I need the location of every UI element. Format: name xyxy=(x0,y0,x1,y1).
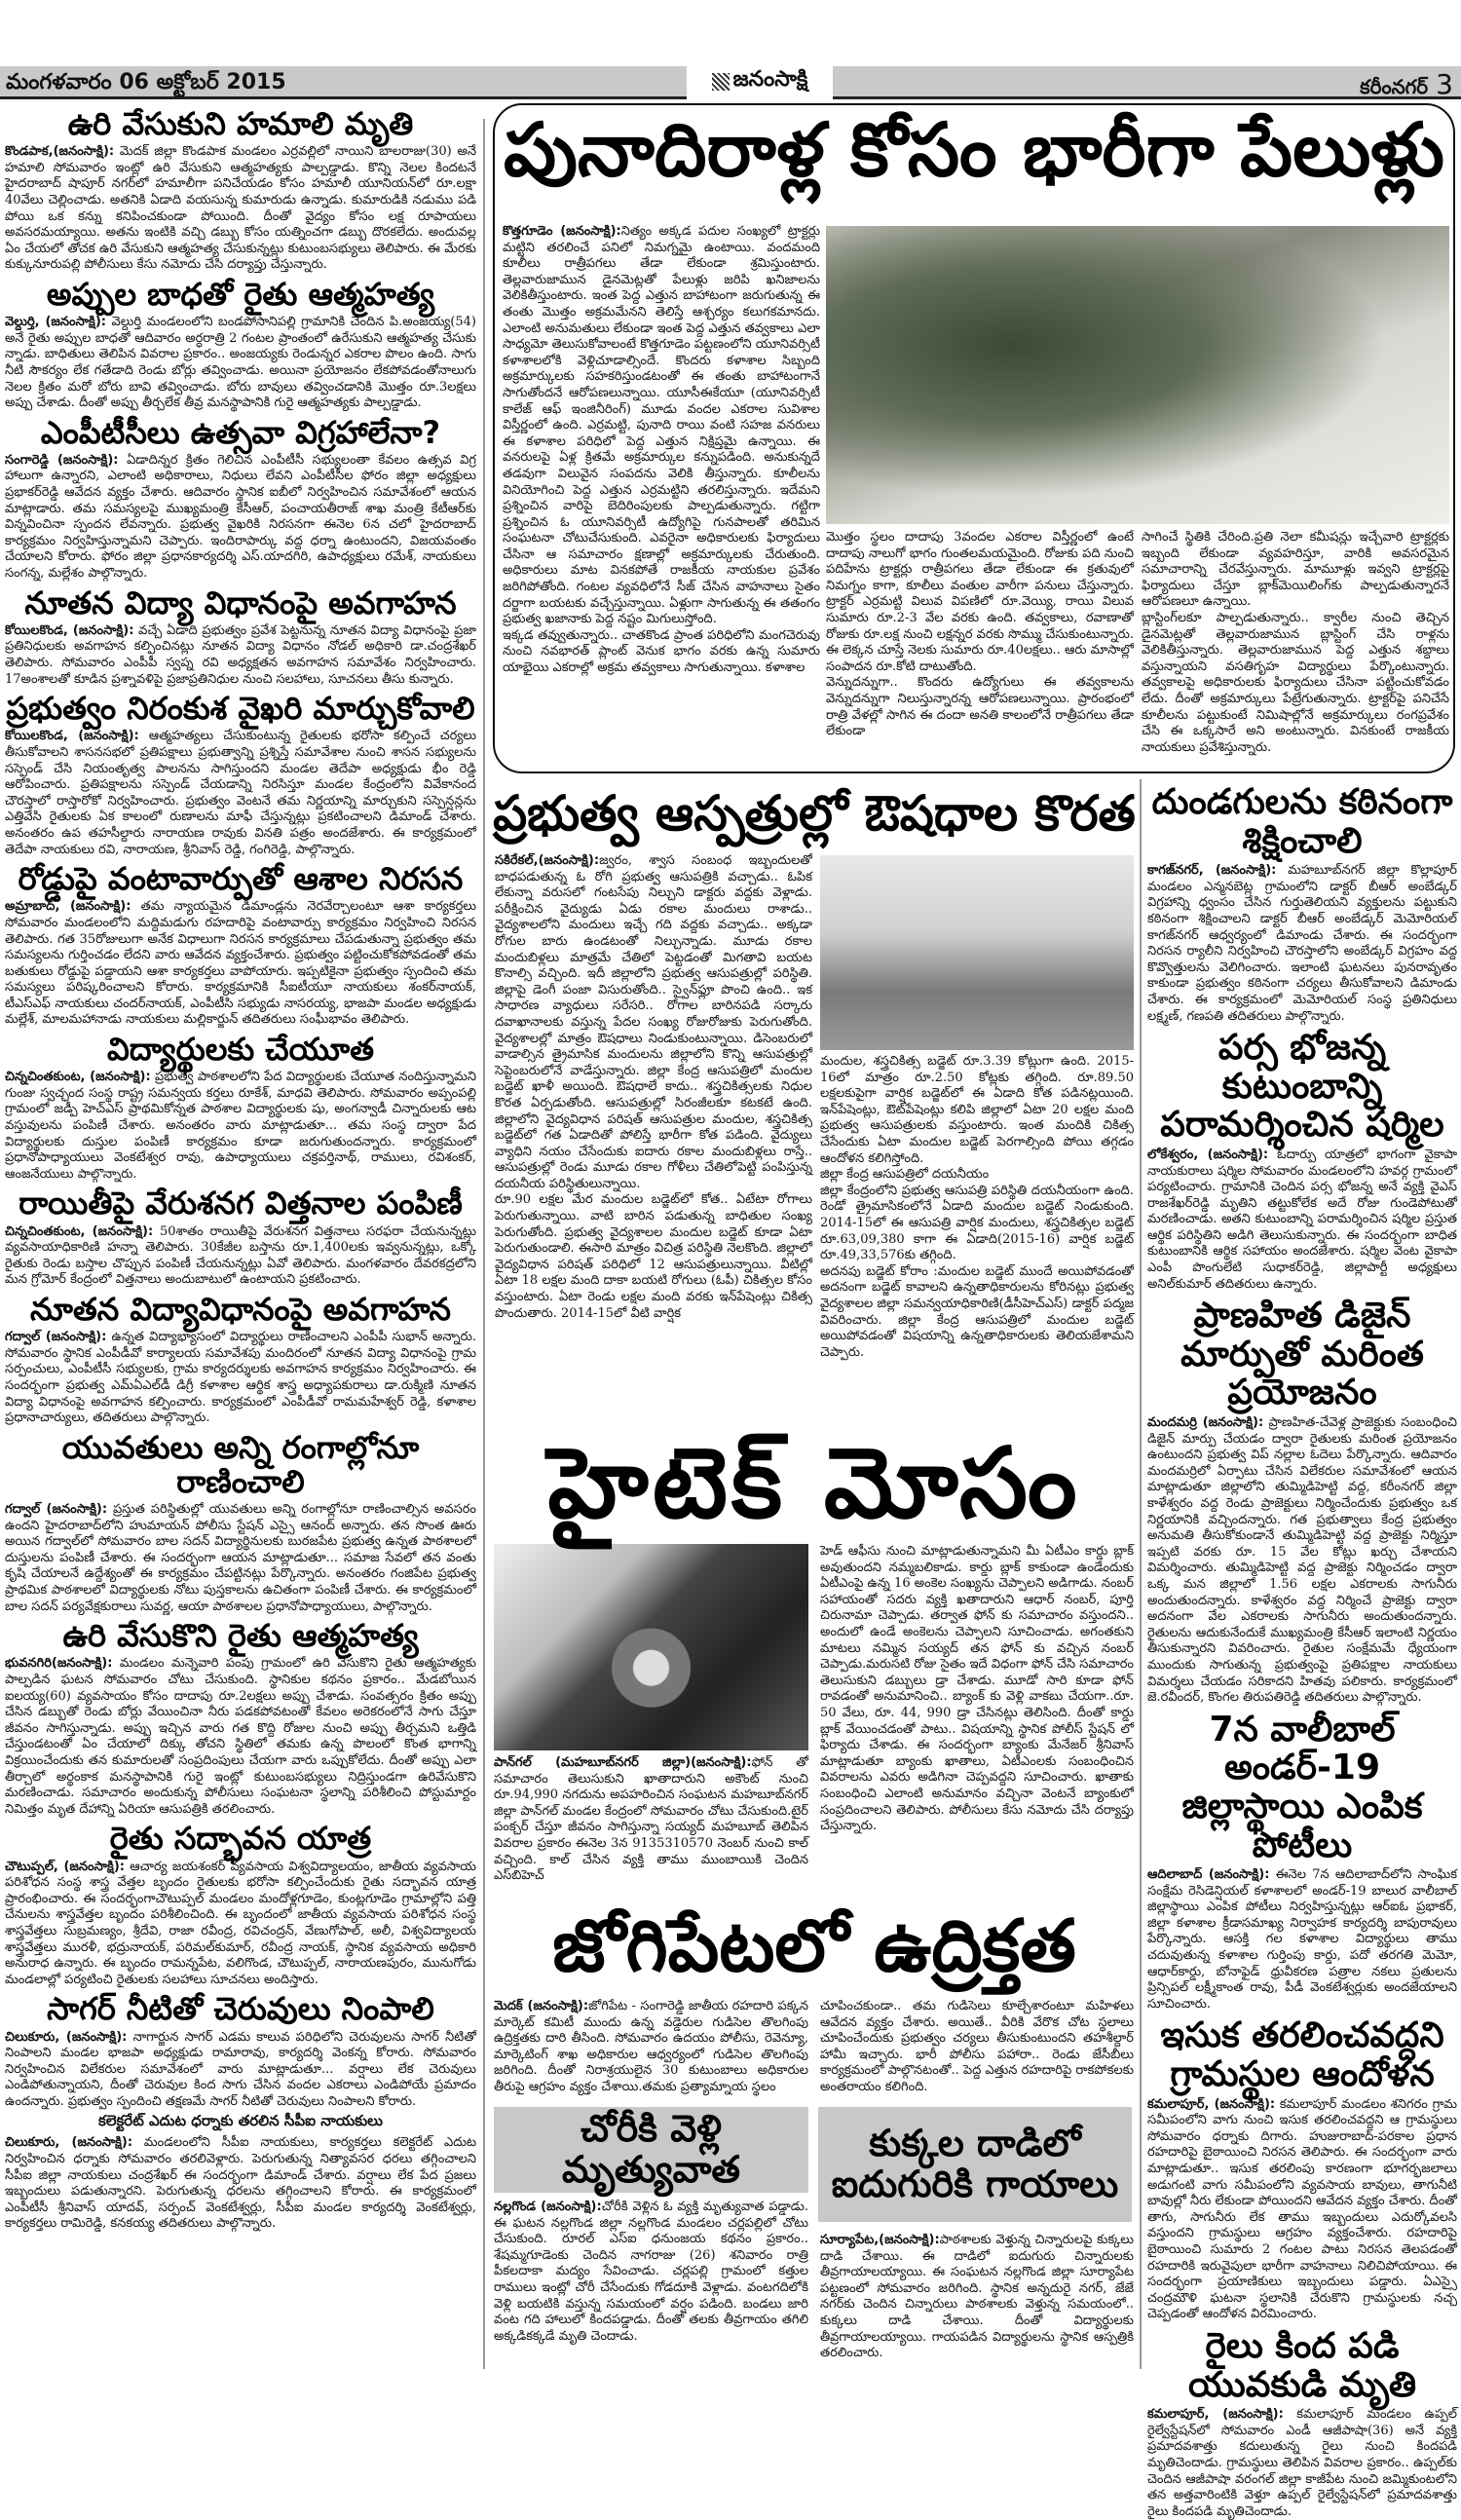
article-text: మెదక్ జిల్లా కొండపాక మండలం ఎర్రవల్లిలో నాయిని బాలరాజు(30) అనే హమాలి సోమవారం ఇంట్లో ఉరి వేసుకుని ఆత్మహత్యకు పాల్పడ్డాడు. కొన్ని నెలల కిందటనే హైదరాబాద్ షాపూర్ నగర్‌లో హమాలీగా పనిచేయడం కోసం హమాలీ యూనియన్‌లో రూ.లక్షా 40వేలు చెల్లించాడు. అతనికి ఏడాది వయసున్న కుమారుడు ఉన్నాడు. కుమారుడికి నడుము పడి పోయి ఒక కన్ను కనిపించకుండా పోయింది. దీంతో వైద్యం కోసం లక్ష రూపాయలు అవసరమయ్యాయి. అతను ఇంటికి వచ్చి డబ్బు కోసం యత్నించగా డబ్బు దొరకలేదు. అందువల్ల ఏం చేయలో తోచక ఉరి వేసుకుని ఆత్మహత్య చేసుకున్నట్లు కుటుంబసభ్యులు తెలిపారు. ఈ మేరకు కుక్కునూరుపల్లి పోలీసులు కేసు నమోదు చేసి దర్యాప్తు చేస్తున్నారు. xyxy=(5,144,476,273)
dateline: నల్లగొండ (జనంసాక్షి): xyxy=(494,2200,602,2214)
article-text: ప్రభుత్వ పాఠశాలలోని పేద విద్యార్థులకు చేయూత నందిస్తున్నామని గుంజు స్వచ్ఛంద సంస్థ రాష్ట్ర సమన్వయ కర్తలు రూకేశ్, మాధవి తెలిపారు. సోమవారం అప్పంపల్లి గ్రామంలో జడ్పీ హెచ్‌ఎస్ ప్రాథమికోన్నత పాఠశాల విద్యార్థులకు షు, అంగన్వాడీ చిన్నారులకు ఆట వస్తువులను పంపిణీ చేశారు. అనంతరం వారు మాట్లాడుతూ... తమ సంస్థ ద్వారా పేద విద్యార్థులకు దుస్తుల పంపిణీ కార్యక్రమం కూడా జరుగుతుందన్నారు. కార్యక్రమంలో ప్రధానోపాధ్యాయులు వెంకటేశ్వర రావు, ఉపాధ్యాయులు చక్రవర్తినాథ్, రాములు, రవిశంకర్, ఆంజనేయులు పాల్గొన్నారు. xyxy=(5,1070,476,1182)
dateline: కాగజ్‌నగర్, (జనంసాక్షి): xyxy=(1147,863,1277,879)
boxed-headline xyxy=(832,2124,1119,2205)
jogipet-headline: జోగిపేటలో ఉద్రిక్తత xyxy=(552,1904,1076,1988)
article xyxy=(5,413,476,583)
lead-story-box xyxy=(493,103,1455,773)
article-headline: పర్స భోజన్న కుటుంబాన్ని పరామర్శించిన షర్మిల xyxy=(1160,1028,1444,1146)
article-headline: నూతన విద్యా విధానంపై అవగాహన xyxy=(24,583,457,621)
article-text: ఇక్కడ తవ్వుతున్నారు.. చాతకొండ ప్రాంత పరిధిలోని మంగచెరువు నుంచి నవభారత్ ప్లాంట్ వెనుక భాగం వరకు ఉన్న సుమారు యాభైయి ఎకరాల్లో అక్రమ తవ్వకాలు సాగుతున్నాయి. కళాశాల xyxy=(503,627,820,676)
article-text: ఈనెల 7న ఆదిలాబాద్‌లోని సాంఘిక సంక్షేమ రెసిడెన్షియల్ కళాశాలలో అండర్-19 బాలుర వాలీబాల్ జిల్లాస్థాయి ఎంపిక పోటీలు నిర్వహిస్తున్నట్లు ఆర్ఐఓ ప్రభాకర్, జిల్లా కళాశాల క్రీడాసమాఖ్య నిర్వాహక కార్యదర్శి బాపురావులు పేర్కొన్నారు. ఆసక్తి గల కళాశాల విద్యార్థులు తాము చదువుతున్న కళాశాల గుర్తింపు కార్డు, పదో తరగతి మెమో, ఆధార్‌కార్డు, బోనాఫైడ్ ధ్రువీకరణ పత్రాల నకలు ప్రతులను ప్రిన్సిపల్ లక్ష్మీకాంత రావు, పీడీ వెంకటేశ్వర్లుకు అందజేయాలని సూచించారు. xyxy=(1147,1867,1458,2012)
hospital-headline: ప్రభుత్వ ఆస్పత్రుల్లో ఔషధాల కొరత xyxy=(493,785,1136,842)
headline-line: ఐదుగురికి గాయాలు xyxy=(831,2163,1119,2205)
lead-col-1 xyxy=(503,224,820,765)
article-body xyxy=(1147,2407,1457,2520)
hitech-headline: హైటెక్ మోసం xyxy=(547,1426,1081,1540)
article-body xyxy=(5,2135,476,2233)
dateline: చిలుకూరు, (జనంసాక్షి): xyxy=(5,2135,133,2151)
article-body xyxy=(1147,1867,1457,2012)
lead-col-3 xyxy=(1142,530,1449,766)
article-body xyxy=(5,453,476,583)
dateline: లోకేశ్వరం, (జనంసాక్షి): xyxy=(1147,1147,1269,1162)
dateline: కమలాపూర్, (జనంసాక్షి): xyxy=(1147,2407,1284,2423)
edition-region xyxy=(1360,68,1453,103)
article-text: మందుల, శస్త్రచికిత్స బడ్జెట్ రూ.3.39 కోట్లుగా ఉంది. 2015-16లో మాత్రం రూ.2.50 కోట్లకు తగ్గింది. రూ.89.50 లక్షలకుపైగా వార్షిక బడ్జెట్‌లో ఈ ఏడాది కోత పడినట్లయింది. ఇన్‌పేషెంట్లు, ఔట్‌పేషెంట్లు కలిపి జిల్లాలో ఏటా 20 లక్షల మంది ప్రభుత్వ ఆసుపత్రులకు వస్తుంటారు. ఇంత మందికి చికిత్స చేసేందుకు ఏటా మందుల బడ్జెట్ పెరగాల్సింది పోయి తగ్గడం ఆందోళన కలిగిస్తోంది. xyxy=(820,1054,1134,1166)
article-body xyxy=(1147,1415,1457,1707)
dateline: సంగారెడ్డి (జనంసాక్షి): xyxy=(5,452,119,468)
dateline: అమ్రాబాద్, (జనంసాక్షి): xyxy=(5,899,131,915)
article xyxy=(5,1822,476,1988)
article-text: నాగార్జున సాగర్ ఎడమ కాలువ పరిధిలోని చెరువులను సాగర్ నీటితో నింపాలని మండల భాజపా అధ్యక్షుడు రామారావు, కార్యదర్శి వెంకన్న కోరారు. సోమవారం నిర్వహించిన విలేకరుల సమావేశంలో వారు మాట్లాడుతూ... వర్షాలు లేక చెరువులు ఎండిపోతున్నాయని, దీంతో చెరువుల కింద సాగు చేసిన వందల ఎకరాలు ఎండిపోయే ప్రమాదం ఉందన్నారు. ప్రభుత్వం స్పందించి తక్షణమే సాగర్ నీటితో చెరువులు నింపాలని కోరారు. xyxy=(5,2029,477,2109)
article-text: జిల్లా కేంద్రంలోని ప్రభుత్వ ఆసుపత్రి పరిస్థితి దయనీయంగా ఉంది. రెండో త్రైమాసికంలోనే ఏడాది మందుల బడ్జెట్ నిండుకుంది. 2014-15లో ఈ ఆసుపత్రి వార్షిక మందులు, శస్త్రచికిత్సల బడ్జెట్ రూ.63,09,380 కాగా ఈ ఏడాది(2015-16) వార్షిక బడ్జెట్ రూ.49,33,576కు తగ్గింది. xyxy=(820,1183,1134,1263)
article xyxy=(5,583,476,689)
dateline: సకిరేకల్,(జనంసాక్షి): xyxy=(495,853,600,868)
hospital-ward-photo xyxy=(820,855,1134,1050)
article-headline: నూతన విద్యావిధానంపై అవగాహన xyxy=(29,1290,451,1328)
atm-keypad-photo xyxy=(494,1544,808,1750)
hitech-col-1 xyxy=(494,1755,808,1901)
article-subheadline: కలెక్టరేట్ ఎదుట ధర్నాకు తరలిన సీపీఐ నాయకులు xyxy=(98,2112,383,2130)
article xyxy=(1147,1029,1457,1293)
page-number: 3 xyxy=(1436,68,1453,100)
dateline: చిలుకూరు, (జనంసాక్షి): xyxy=(5,2029,128,2045)
article-body xyxy=(5,315,476,412)
article-text: ఫోన్ తో సమాచారం తెలుసుకుని ఖాతాదారుని అకౌంట్ నుంచి రూ.94,990 నగదును అపహరించిన సంఘటన మహబూబ్‌నగర్ జిల్లా పాన్‌గల్ మండల కేంద్రంలో సోమవారం చోటు చేసుకుంది.టైర్ పంక్చర్ చేస్తూ జీవనం సాగిస్తున్నా సయ్యద్ మహబూబ్ తెలిపిన వివరాల ప్రకారం ఈనెల 3న 9135310570 నెంబర్ నుంచి కాల్ వచ్చింది. కాల్ చేసిన వ్యక్తి తాము ముంబాయికి చెందిన ఎస్‌బిహెచ్ xyxy=(494,1755,808,1884)
article-headline: రాయితీపై వేరుశనగ విత్తనాల పంపిణీ xyxy=(19,1185,463,1222)
hospital-col-2 xyxy=(820,1054,1134,1428)
hospital-col-1 xyxy=(495,853,812,1428)
article-headline: దుండగులను కఠినంగా శిక్షించాలి xyxy=(1151,782,1453,861)
article-body xyxy=(5,1330,476,1427)
article xyxy=(5,1290,477,1427)
dog-attack-article xyxy=(820,2233,1134,2371)
article-body xyxy=(5,2030,476,2111)
article-body xyxy=(5,1860,476,1989)
dateline: మెదక్ (జనంసాక్షి): xyxy=(494,1999,589,2013)
article-headline: 7న వాలీబాల్ అండర్-19 జిల్లాస్థాయి ఎంపిక పోటీలు xyxy=(1181,1709,1423,1865)
jogipet-col-2 xyxy=(820,1999,1134,2100)
region-name: కరీంనగర్ xyxy=(1360,75,1429,98)
article-text: చోరీకి వెళ్లిన ఓ వ్యక్తి మృత్యువాత పడ్డాడు. ఈ ఘటన నల్లగొండ జిల్లా నల్లగొండ మండలం చర్లపల్లిలో చోటు చేసుకుంది. రూరల్ ఎస్ఐ ధనుంజయ కథనం ప్రకారం.. శేషమ్మగూడెంకు చెందిన నాగరాజు (26) శనివారం రాత్రి పీకలదాకా మద్యం సేవించాడు. చర్లపల్లి గ్రామంలో కత్తుల రాములు ఇంట్లో చోరీ చేసేందుకు గోడదూకి వెళ్లాడు. వంటగదిలోకి వెళ్లి బయటికి వస్తున్న సమయంలో వర్షం పడింది. బండలు జారి వంట గది హాలులో కిందపడ్డాడు. దీంతో తలకు తీవ్రగాయం తగిలి అక్కడికక్కడే మృతి చెందాడు. xyxy=(494,2200,808,2344)
article xyxy=(5,862,476,1029)
column-divider xyxy=(483,119,485,2369)
article xyxy=(5,1992,476,2110)
article-text: ఓదార్పు యాత్రలో భాగంగా వైకాపా నాయకురాలు షర్మిల సోమవారం మండలంలోని హవర్గ గ్రామంలో పర్యటించారు. గ్రామానికి చెందిన పర్స భోజన్న అనే వ్యక్తి వైఎస్ రాజశేఖర్‌రెడ్డి మృతిని తట్టుకోలేక అదే రోజు గుండెపోటుతో మరణించాడు. అతని కుటుంబాన్ని పరామర్శించిన షర్మిల ప్రస్తుత ఆర్థిక పరిస్థితిని అడిగి తెలుసుకున్నారు. ఈ సందర్భంగా బాధిత కుటుంబానికి ఆర్థిక సహాయం అందజేశారు. షర్మిల వెంట వైకాపా ఎంపీ పొంగులేటి సుధాకర్‌రెడ్డి, జిల్లాపార్టీ అధ్యక్షులు అనిల్‌కుమార్ తదితరులు ఉన్నారు. xyxy=(1147,1147,1458,1292)
dateline: కొండపాక,(జనంసాక్షి): xyxy=(5,144,115,160)
article-text: వెల్దుర్తి మండలంలోని బండపోసానిపల్లి గ్రామానికి చెందిన పి.అంజయ్య(54) అనే రైతు అప్పుల బాధతో ఆదివారం అర్ధరాత్రి 2 గంటల ప్రాంతంలో ఉరేసుకుని ఆత్మహత్య చేసుకు న్నాడు. బాధితులు తెలిపిన వివరాల ప్రకారం.. అంజయ్యకు రెండున్నర ఎకరాల పొలం ఉంది. సాగు నీటి సౌకర్యం లేక గతేడాది రెండు బోర్లు తవ్వించాడు. అయినా ప్రయోజనం లేకపోవడంతోనాలుగు నెలల క్రితం మరో బోరు బావి తవ్వించాడు. బోరు బావులు తవ్వించడానికి మొత్తం రూ.3లక్షలు అప్పు చేశాడు. దీంతో అప్పు తీర్చలేక తీవ్ర మనస్థాపానికి గురై ఆత్మహత్యకు పాల్పడ్డాడు. xyxy=(5,315,476,411)
article xyxy=(1147,1297,1457,1706)
article-body xyxy=(5,1502,476,1615)
logo-mark-icon xyxy=(712,73,730,91)
article-text: చూపించకుండా.. తమ గుడిసెలు కూల్చేశారంటూ మహిళలు ఆవేదన వ్యక్తం చేశారు. అయితే.. వీరికి వేరొక చోట స్థలాలు చూపించేందుకు ప్రభుత్వం చర్యలు తీసుకుంటుందని తహశీల్దార్ హామీ ఇచ్చారు. భారీ పోలీసు పహారా.. రెండు జేసీబీలు కార్యక్రమంలో పాల్గొనటంతో.. పెద్ద ఎత్తున రహదారిపై రాకపోకలకు అంతరాయం కలిగింది. xyxy=(820,1999,1134,2094)
page-header xyxy=(0,66,1461,99)
headline-line: చోరీకి వెళ్లి xyxy=(581,2107,722,2151)
article xyxy=(1147,2016,1457,2323)
article xyxy=(5,275,476,412)
article-text: తమ న్యాయమైన డిమాండ్లను నెరవేర్చాలంటూ ఆశా కార్యకర్తలు సోమవారం మండలంలోని మద్దిమడుగు రహదారిపై వంటావార్పు కార్యక్రమం నిర్వహించి నిరసన తెలిపారు. గత 35రోజులుగా అనేక విధాలుగా నిరసన కార్యక్రమాలు చేపడుతున్నా ప్రభుత్వం తమ సమస్యలను గుర్తించడం లేదని వారు ఆవేదన వ్యక్తంచేశారు. ప్రభుత్వం పట్టించుకోకపోవడంతో తమ బతుకులు రోడ్డుపై పడ్డాయని ఆశా కార్యకర్తలు వాపోయారు. ఇప్పటికైనా ప్రభుత్వం స్పందించి తమ సమస్యలు పరిష్కరించాలని కోరారు. కార్యక్రమానికి సీఐటీయూ నాయకులు శంకర్‌నాయక్, టీఎస్‌ఎఫ్ నాయకులు చందర్‌నాయక్, ఎంపీటీసి సభ్యుడు నాసరయ్య, భాజపా మండల అధ్యక్షుడు మల్లేశ్, మాలమహానాడు నాయకులు మల్లికార్జున్ తదితరులు సంఘీభావం తెలిపారు. xyxy=(5,899,477,1028)
article xyxy=(5,1186,476,1289)
article-text: సాగించే స్థితికి చేరింది.ప్రతి నెలా కమీషన్లు ఇచ్చేవారి ట్రాక్టర్లకు ఇబ్బంది లేకుండా వ్యవహరిస్తూ, వారికి అవసరమైన సమాచారాన్ని చేరవేస్తున్నారు. మామూళ్లు ఇవ్వని ట్రాక్టర్లపై ఫిర్యాదులు చేస్తూ బ్లాక్‌మెయిలింగ్‌కు పాల్పడుతున్నారనే ఆరోపణలూ ఉన్నాయి. xyxy=(1142,530,1449,610)
article-text: జ్వరం, శ్వాస సంబంధ ఇబ్బందులతో బాధపడుతున్న ఓ రోగి ప్రభుత్వ ఆసుపత్రికి వచ్చాడు.. ఓపిక లేకున్నా వరుసలో గంటసేపు నిల్చుని డాక్టరు వద్దకు వెళ్లాడు. పరీక్షించిన వైద్యుడు ఏడు రకాల మందులు రాశాడు.. వైద్యశాలలోని మందులు ఇచ్చే గది వద్దకు వచ్చాడు.. అక్కడా రోగుల బారు ఉండటంతో నిల్చున్నాడు. మూడు రకాల మందుబిళ్లలు మాత్రమే చేతిలో పెట్టడంతో మిగతావి బయట కొనాల్సి వచ్చింది. ఇదీ జిల్లాలోని ప్రభుత్వ ఆసుపత్రుల్లో పరిస్థితి. జిల్లాపై డెంగీ పంజా విసురుతోంది.. స్వైన్‌ఫ్లూ పొంచి ఉంది.. ఇక సాధారణ వ్యాధులు సరేసరి.. రోగాల బారినపడి సర్కారు దవాఖానాలకు వస్తున్న పేదల సంఖ్య రోజురోజుకు పెరుగుతోంది. వైద్యశాలల్లో మాత్రం ఔషధాలు నిండుకుంటున్నాయి. డిసెంబరులో వాడాల్సిన త్రైమాసిక మందులను జిల్లాలోని కొన్ని ఆసుపత్రుల్లో సెప్టెంబరులోనే వాడేస్తున్నారు. జిల్లా కేంద్ర ఆసుపత్రిలో మందుల బడ్జెట్ ఖాళీ అయింది. ఔషధాలే కాదు.. శస్త్రచికిత్సలకు నిధుల కొరత ఏర్పడుతోంది. ఆసుపత్రుల్లో సిరంజీలకూ కటకటే ఉంది. జిల్లాలోని వైద్యవిధాన పరిషత్ ఆసుపత్రుల మందుల, శస్త్రచికిత్స బడ్జెట్‌లో గత ఏడాదితో పోలిస్తే భారీగా కోత పడింది. వైద్యులు వ్యాధిని నయం చేసేందుకు ఐదారు రకాల మందుబిళ్లలు రాస్తే.. ఆసుపత్రుల్లో రెండు మూడు రకాల గోళీలు చేతిలోపెట్టి పంపిస్తున్న దయనీయ పరిస్థితులున్నాయి. xyxy=(495,853,812,1191)
dateline: మందమర్రి (జనంసాక్షి): xyxy=(1147,1415,1264,1431)
article xyxy=(1147,783,1457,1025)
masthead-logo xyxy=(687,62,833,101)
article xyxy=(5,692,476,858)
article-text: మండలం మన్నెవారి పంపు గ్రామంలో ఉరి వేసుకొని రైతు ఆత్మహత్యకు పాల్పడిన ఘటన సోమవారం చోటు చేసుకుంది. స్థానికుల కథనం ప్రకారం.. మేడబోయిన ఐలయ్య(60) వ్యవసాయం కోసం దాదాపు రూ.2లక్షలు అప్పు చేశాడు. సంవత్సరం క్రితం అప్పు చేసిన డబ్బుతో రెండు బోర్లు వేయించినా నీరు పడకపోవటంతో కేవలం అరెకరంలోనే సాగు చేస్తూ జీవనం సాగిస్తున్నాడు. అప్పు ఇచ్చిన వారు గత కొద్ది రోజుల నుంచి అప్పు తీర్చమని ఒత్తిడి చేస్తుండటంతో ఏం చేయాలో దిక్కు తోచని స్థితిలో తమకు ఉన్న పొలంలో కొంత భాగాన్ని విక్రయించేందుకు తన కుమారులతో సంప్రదింపులు చేయగా వారు ఒప్పుకోలేదు. దీంతో అప్పు ఎలా తీర్చాలో అర్థంకాక మనస్థాపానికి గురై ఇంట్లో కుటుంబసభ్యులు నిద్రిస్తుండగా ఉరివేసుకొని మరణించాడు. సమాచారం అందుకున్న పోలీసులు సంఘటనా స్థలాన్ని పరిశీలించి పోస్టుమార్టం నిమిత్తం మృత దేహాన్ని ఏరియా ఆసుపత్రికి తరలించారు. xyxy=(5,1656,476,1817)
article-text: మహబూబ్‌నగర్ జిల్లా కొల్లాపూర్ మండలం ఎన్మనబెట్ల గ్రామంలోని డాక్టర్ బీఆర్ అంబేడ్కర్ విగ్రహాన్ని ధ్వంసం చేసిన గుర్తుతెలియని వ్యక్తులను పట్టుకుని కఠినంగా శిక్షించాలని డాక్టర్ బీఆర్ అంబేడ్కర్ మెమోరియల్ కాగజ్‌నగర్ ఆధ్వర్యంలో డిమాండు చేశారు. ఈ సందర్భంగా నిరసన ర్యాలీని నిర్వహించి చౌరస్తాలోని అంబేడ్కర్ విగ్రహం వద్ద కొవ్వొత్తులను వెలిగించారు. ఇలాంటి ఘటనలు పునరావృతం కాకుండా ప్రభుత్వం కఠినంగా చర్యలు తీసుకోవాలని డిమాండు చేశారు. ఈ కార్యక్రమంలో మెమోరియల్ సంస్థ ప్రతినిధులు లక్ష్మణ్, గణపతి తదితరులు పాల్గొన్నారు. xyxy=(1147,863,1457,1024)
article-text: ప్రస్తుత పరిస్థితుల్లో యువతులు అన్ని రంగాల్లోనూ రాణించాల్సిన అవసరం ఉందని హైదరాబాద్‌లోని హుమాయన్ పోలీసు స్టేషన్ ఎస్సై ఆనంద్ అన్నారు. తన సొంత ఊరు అయిన గద్వాల్‌లో సోమవారం బాల సదన్ విద్యార్థినులకు బురజపేట ప్రభుత్వ ఉన్నత పాఠశాలలో దుస్తులను పంపిణీ చేశారు. ఈ సందర్భంగా ఆయన మాట్లాడుతూ... సమాజ సేవలో తన వంతు కృషి చేయాలనే ఉద్దేశ్యంతో ఈ కార్యక్రమం చేపట్టినట్లు పేర్కొన్నారు. అనంతరం గంజిపేట ప్రభుత్వ ప్రాథమిక పాఠశాలలో విద్యార్థులకు నోటు పుస్తకాలను ఉచితంగా పంపిణీ చేశారు. ఈ కార్యక్రమంలో బాల సదన్ పర్యవేక్షకురాలు సువర్ణ, ఆయా పాఠశాలల ప్రధానోపాధ్యాయులు, పాల్గొన్నారు. xyxy=(5,1502,476,1614)
headline-line: మృత్యువాత xyxy=(561,2148,740,2191)
dateline: గద్వాల్ (జనంసాక్షి): xyxy=(5,1502,108,1518)
article-body xyxy=(5,1656,476,1818)
dateline: చిన్నచింతకుంట, (జనంసాక్షి): xyxy=(5,1223,154,1239)
article-headline: ఉరి వేసుకుని హమాలి మృతి xyxy=(67,105,414,142)
article-text: కమలాపూర్ మండలం ఉప్పల్ రైల్వేస్టేషన్‌లో సోమవారం ఎండీ ఆజీపాషా(36) అనే వ్యక్తి ప్రమాదవశాత్తు కదులుతున్న రైలు నుంచి కిందపడి మృతిచెందాడు. గ్రామస్థులు తెలిపిన వివరాల ప్రకారం.. ఉప్పల్‌కు చెందిన ఆజీపాషా వరంగల్ జిల్లా కాజీపేట నుంచి జమ్మికుంటలోని తన అత్తవారింటికి వెళ్తూ ఉప్పల్ రైల్వేస్టేషన్‌లో ప్రమాదవశాత్తు రైలు కిందపడి మృతిచెందాడు. xyxy=(1147,2407,1457,2519)
dateline: గద్వాల్ (జనంసాక్షి): xyxy=(5,1330,107,1345)
hitech-col-2 xyxy=(820,1544,1134,1902)
article-body xyxy=(5,1070,476,1183)
article xyxy=(5,107,476,274)
article-headline: యువతులు అన్ని రంగాల్లోనూ రాణించాలి xyxy=(61,1428,420,1500)
article-text: వచ్చే ఏడాది ప్రభుత్వం ప్రవేశ పెట్టనున్న నూతన విద్యా విధానంపై ప్రజా ప్రతినిధులకు అవగాహన కల్పించినట్లు నూతన విద్యా విధానం నోడల్ అధికారి డా.చంద్రశేఖర్ తెలిపారు. సోమవారం ఎంపీపీ స్వప్న రవి అధ్యక్షతన అవగాహన సమావేశం నిర్వహించారు. 17అంశాలతో కూడిన ప్రశ్నావళిపై ప్రజాప్రతినిధుల నుంచి సలహాలు, సూచనలు తీసు కున్నారు. xyxy=(5,622,476,687)
article-headline: సాగర్ నీటితో చెరువులు నింపాలి xyxy=(47,1990,434,2028)
article xyxy=(5,1033,476,1183)
article-text: హెడ్ ఆఫీసు నుంచి మాట్లాడుతున్నామని మీ ఏటీఎం కార్డు బ్లాక్ అవుతుందని నమ్మబలికాడు. కార్డు బ్లాక్ కాకుండా ఉండేందుకు ఏటీఎంపై ఉన్న 16 అంకెల సంఖ్యను చెప్పాలని అడిగాడు. నంబర్ సహాయంతో సదరు వ్యక్తి ఖతాదారుని ఆధార్ నంబర్, పూర్తి చిరునామా చెప్పాడు. తర్వాత ఫోన్ కు సమాచారం వస్తుందని.. అందులో ఉండే అంకెలను చెప్పాలని సూచించాడు. అగంతకుని మాటలు నమ్మిన సయ్యద్ తన ఫోన్ కు వచ్చిన నంబర్ చెప్పాడు.మరుసటి రోజు సైతం ఇదే విధంగా ఫోన్ చేసి సమాచారం తెలుసుకుని డబ్బులు డ్రా చేశాడు. మూడో సారి కూడా ఫోన్ రావడంతో అనుమానించి.. బ్యాంక్ కు వెళ్లి వాకబు చేయగా..రూ. 50 వేలు, రూ. 44, 990 డ్రా చేసినట్లు తెలిసింది. దీంతో కార్డు బ్లాక్ వేయించడంతో పాటు.. విషయాన్ని స్థానిక పోలీస్ స్టేషన్ లో ఫిర్యాదు చేశాడు. ఈ సందర్భంగా బ్యాంకు మేనేజర్ శ్రీనివాస్ మాట్లాడుతూ బ్యాంకు ఖాతాలు, ఏటీఎంలకు సంబంధించిన వివరాలను ఎవరు అడిగినా చెప్పవద్దని సూచించారు. ఖాతాకు సంబంధించి ఎలాంటి అనుమానం వచ్చినా వెంటనే బ్యాంకులో సంప్రదించాలని తెలిపారు. పోలీసులు కేసు నమోదు చేసి దర్యాప్తు చేస్తున్నారు. xyxy=(820,1544,1134,1834)
article-body xyxy=(5,623,476,688)
article-headline: ఎంపీటీసీలు ఉత్సవా విగ్రహాలేనా? xyxy=(40,413,441,451)
boxed-headline xyxy=(562,2109,740,2191)
theft-death-article xyxy=(494,2200,808,2370)
issue-date: మంగళవారం 06 అక్టోబర్ 2015 xyxy=(6,70,286,94)
article-headline: ఇసుక తరలించవద్దని గ్రామస్థుల ఆందోళన xyxy=(1160,2015,1444,2095)
dateline: సూర్యాపేట,(జనంసాక్షి): xyxy=(820,2233,940,2247)
article-body xyxy=(5,1224,476,1289)
article-text: 50శాతం రాయితీపై వేరుశనగ విత్తనాలు సరఫరా చేయనున్నట్లు వ్యవసాయాధికారిణి హన్నా తెలిపారు. 30కేజీల బస్తాను రూ.1,400లకు ఇవ్వనున్నట్లు, ఒక్కో రైతుకు రెండు బస్తాల చొప్పున పంపిణీ చేయనున్నట్లు ఏవో తెలిపారు. మంగళవారం దేవరకద్రలోని మన గ్రోమోర్ కేంద్రంలో విత్తనాలు అందుబాటులో ఉంటాయని ప్రకటించారు. xyxy=(5,1223,476,1288)
article-text: ఉన్నత విద్యాభ్యాసంలో విద్యార్థులు రాణించాలని ఎంపీపీ సుభాన్ అన్నారు. సోమవారం స్థానిక ఎంపీడీవో కార్యాలయ సమావేశపు మందిరంలో నూతన విద్యా విధానంపై గ్రామ సర్పంచులు, ఎంపీటీసీ సభ్యులకు, గ్రామ కార్యదర్శులకు అవగాహన కార్యక్రమం నిర్వహించారు. ఈ సందర్భంగా ప్రభుత్వ ఎమ్‌ఏఎల్‌డీ డిగ్రీ కళాశాల ఆర్థిక శాస్త్ర అధ్యాపకురాలు డా.రుక్మిణి నూతన విద్యా విధానంపై అవగాహన కల్పించారు. కార్యక్రమంలో ఎంపీడీవో రామమహేశ్వర్ రెడ్డి, కళాశాల ప్రధానాచార్యులు, తదితరులు పాల్గొన్నారు. xyxy=(5,1330,477,1426)
right-column xyxy=(1147,779,1458,2519)
article-text: రూ.90 లక్షల మేర మందుల బడ్జెట్‌లో కోత.. ఏటేటా రోగాలు పెరుగుతున్నాయి. వాటి బారిన పడుతున్న బాధితుల సంఖ్య పెరుగుతోంది. ప్రభుత్వ వైద్యశాలల మందుల బడ్జెట్ కూడా ఏటా పెరుగుతుండాలి. ఈసారి మాత్రం విచిత్ర పరిస్థితి నెలకొంది. జిల్లాలో వైద్యవిధాన పరిషత్ పరిధిలో 12 ఆసుపత్రులున్నాయి. వీటిల్లో ఏటా 18 లక్షల మంది దాకా బయటి రోగులు (ఓపీ) చికిత్సల కోసం వస్తుంటారు. ఏటా రెండు లక్షల మంది వరకు ఇన్‌పేషెంట్లు చికిత్స పొందుతారు. 2014-15లో వీటి వార్షిక xyxy=(495,1192,812,1321)
article-headline: రైతు సద్భావన యాత్ర xyxy=(109,1820,372,1858)
article-headline: రోడ్డుపై వంటావార్పుతో ఆశాల నిరసన xyxy=(18,860,464,898)
article xyxy=(1147,2327,1457,2520)
jogipet-col-1 xyxy=(494,1999,808,2100)
dateline: భువనగిరి(జనంసాక్షి): xyxy=(5,1656,113,1672)
article-headline: ప్రాణహిత డిజైన్ మార్పుతో మరింత ప్రయోజనం xyxy=(1180,1296,1424,1413)
article xyxy=(5,2112,476,2233)
article-text: నిత్యం అక్కడ పదుల సంఖ్యలో ట్రాక్టర్లు మట్టిని తరలించే పనిలో నిమగ్నమై ఉంటాయి. వందమంది కూలీలు రాత్రీపగలు తేడా లేకుండా శ్రమిస్తుంటారు. తెల్లవారుజామున డైనమెట్లతో పేలుళ్లు జరిపి ఖనిజాలను వెలికితీస్తుంటారు. ఇంత పెద్ద ఎత్తున బాహాటంగా జరుగుతున్న ఈ తంతు మొత్తం అక్రమమేనని తెలిస్తే ఆశ్చర్యం కలుగకమానదు. ఎలాంటి అనుమతులు లేకుండా ఇంత పెద్ద ఎత్తున తవ్వకాలు ఎలా సాధ్యమో తెలుసుకోవాలంటే కొత్తగూడెం పట్టణంలోని యూనివర్సిటీ కళాశాలలోకి వెళ్లిచూడాల్సిందే. కొందరు కళాశాల సిబ్బంది అక్రమార్కులకు సహకరిస్తుండటంతో ఈ తంతు బాహాటంగానే సాగుతోందనే ఆరోపణలున్నాయి. యూసీఈకేయూ (యూనివర్సిటీ కాలేజ్ ఆఫ్ ఇంజినీరింగ్) మూడు వందల ఎకరాల సువిశాల విస్తీర్ణంలో ఉంది. ఎర్రమట్టి, పునాది రాయి వంటి సహజ వనరులు ఈ కళాశాల పరిధిలో పెద్ద ఎత్తున నిక్షిప్తమై ఉన్నాయి. ఈ వనరులపై ఏళ్ల క్రితమే అక్రమార్కుల కన్నుపడింది. అనుకున్నదే తడవుగా విలువైన సంపదను వెలికి తీస్తున్నారు. కూలీలను వినియోగించి పెద్ద ఎత్తున ఎర్రమట్టిని తరలిస్తున్నారు. ఇదేమని ప్రశ్నించిన వారిపై బెదిరింపులకు పాల్పడుతున్నారు. గట్టిగా ప్రశ్నించిన ఓ యూనివర్సిటీ ఉద్యోగిపై గునపాలతో తరిమిన సంఘటనా చోటుచేసుకుంది. ఎవరైనా అధికారులకు ఫిర్యాదులు చేసినా ఆ సమాచారం క్షణాల్లో అక్రమార్కులకు చేరుతుంది. అధికారులు మాట వినకపోతే రాజకీయ నాయకుల ప్రవేశం జరిగిపోతోంది. గంటల వ్యవధిలోనే సీజ్ చేసిన వాహనాలు సైతం దర్జాగా బయటకు వచ్చేస్తున్నాయి. ఏళ్లుగా సాగుతున్న ఈ తతంగం ప్రభుత్వ ఖజానాకు పెద్ద నష్టం మిగులుస్తోంది. xyxy=(503,224,820,627)
dateline: చిన్నచింతకుంట, (జనంసాక్షి): xyxy=(5,1070,151,1085)
dateline: కోయిలకొండ, (జనంసాక్షి): xyxy=(5,729,139,744)
lead-headline: పునాదిరాళ్ల కోసం భారీగా పేలుళ్లు xyxy=(504,106,1444,193)
dateline: కోయిలకొండ, (జనంసాక్షి): xyxy=(5,622,134,638)
article-text: ఏడాదిన్నర క్రితం గెలిచిన ఎంపీటీసీ సభ్యులంతా కేవలం ఉత్సవ విగ్ర హాలుగా ఉన్నారని, ఎలాంటి అధికారాలు, నిధులు లేవని ఎంపీటీసీల ఫోరం జిల్లా అధ్యక్షులు ప్రభాకర్‌రెడ్డి ఆవేదన వ్యక్తం చేశారు. ఆదివారం స్థానిక ఐబీలో నిర్వహించిన సమావేశంలో ఆయన మాట్లాడారు. తమ సమస్యలపై ముఖ్యమంత్రి కేసీఆర్, పంచాయతీరాజ్ శాఖ మంత్రి కేటీఆర్‌కు విన్నవించినా స్పందన లేవన్నారు. ప్రభుత్వ వైఖరికి నిరసనగా ఈనెల 6న చలో హైదరాబాద్ కార్యక్రమం నిర్వహిస్తున్నామని చెప్పారు. ఇందిరాపార్కు వద్ద ధర్నా ఉంటుందని, విజయవంతం చేయాలని కోరారు. ఫోరం జిల్లా ప్రధానకార్యదర్శి ఎస్.యాదగిరి, ఉపాధ్యక్షులు రమేశ్, నాయకులు సంగన్న, మల్లేశం పాల్గొన్నారు. xyxy=(5,452,476,582)
dog-attack-headline-box xyxy=(818,2107,1132,2222)
headline-line: కుక్కల దాడిలో xyxy=(869,2122,1081,2165)
article-body xyxy=(5,729,476,858)
article-text: బ్లాస్టింగ్‌లకూ పాల్పడుతున్నారు.. క్వారీల నుంచి తెచ్చిన డైనమెట్లతో తెల్లవారుజామున బ్లాస్టింగ్ చేసి రాళ్లను వెలికితీస్తున్నారు. తెల్లవారుజామున పెద్ద ఎత్తున శబ్దాలు వస్తున్నాయని వసతిగృహ విద్యార్థులు పేర్కొంటున్నారు. తవ్వకాలపై అధికారులకు ఫిర్యాదులు చేసినా పట్టించుకోవడం లేదు. దీంతో అక్రమార్కులు పేట్రేగుతున్నారు. ట్రాక్టర్‌పై పనిచేసే కూలీలను పట్టుకుంటే నిమిషాల్లోనే అక్రమార్కులు రంగప్రవేశం చేసి ఈ ఒక్కసారే అని అంటున్నారు. వినకుంటే రాజకీయ నాయకులు ప్రవేశిస్తున్నారు. xyxy=(1142,610,1449,755)
theft-death-headline-box xyxy=(494,2107,808,2193)
quarry-photo xyxy=(826,226,1449,524)
article-text: మండలంలోని సీపీఐ నాయకులు, కార్యకర్తలు కలెక్టరేట్ ఎదుట నిర్వహించిన ధర్నాకు సోమవారం తరలివెళ్లారు. పెరుగుతున్న నిత్యావసర ధరలు తగ్గించాలని సీపీఐ జిల్లా నాయకులు చంద్రశేఖర్ ఈ సందర్భంగా డిమాండ్ చేశారు. వర్షాలు లేక పేద ప్రజలు ఇబ్బందులు పడుతున్నారని. పెరుగుతున్న ధరలను తగ్గించాలని కోరారు. ఈ కార్యక్రమంలో ఎంపీటీసీ శ్రీనివాస్ యాదవ్, సర్పంచ్ వెంకటేశ్వర్లు, సీపీఐ మండల కార్యదర్శి వెంకటేశ్వర్లు, కార్యకర్తలు రామిరెడ్డి, కనకయ్య తదితరులు పాల్గొన్నారు. xyxy=(5,2135,476,2232)
dateline: ఆదిలాబాద్ (జనంసాక్షి): xyxy=(1147,1867,1270,1883)
article-body xyxy=(1147,1147,1457,1293)
article-text: ఆచార్య జయశంకర్ వ్యవసాయ విశ్వవిద్యాలయం, జాతీయ వ్యవసాయ పరిశోధన సంస్థ శాస్త్ర వేత్తల బృందం రైతులకు భరోసా కల్పించేందుకు రైతు సద్భావన యాత్ర ప్రారంభించారు. ఈ సందర్భంగాచౌటుప్పల్ మండలం మందోళ్లగూడెం, కుంట్లగూడెం గ్రామాల్లోని పత్తి చేనులను శాస్త్రవేత్తల బృందం పరిశీలించింది. ఈ బృందంలో జాతీయ వ్యవసాయ పరిశోధన సంస్థ శాస్త్రవేత్తలు సుబ్రమణ్యం, శ్రీదేవి, రాజా రవీంద్ర, రవిచంద్రన్, వేణుగోపాల్, అలీ, విశ్వవిద్యాలయ శాస్త్రవేత్తలు మురళీ, భద్రునాయక్, పరిమల్‌కుమార్, రవీంద్ర నాయక్, స్థానిక వ్యవసాయ అధికారి అనురాధ ఉన్నారు. ఈ బృందం రామన్నపేట, వలిగొండ, చౌటుప్పల్, నారాయణపురం, మునుగోడు మండలాల్లో పర్యటించి రైతులకు సలహాలు సూచనలు అందిస్తారు. xyxy=(5,1859,476,1987)
dateline: పాన్‌గల్ (మహబూబ్‌నగర్ జిల్లా)(జనంసాక్షి): xyxy=(494,1755,752,1770)
article-text: కమలాపూర్ మండలం శనిగరం గ్రామ సమీపంలోని వాగు నుంచి ఇసుక తరలించవద్దని ఆ గ్రామస్థులు సోమవారం ధర్నాకు దిగారు. హుజురాబాద్-పరకాల ప్రధాన రహదారిపై బైఠాయించి నిరసన తెలిపారు. ఈ సందర్భంగా వారు మాట్లాడుతూ.. ఇసుక తరలింపు కారణంగా భూగర్భజలాలు అడుగంటి వాగు సమీపంలోని వ్యవసాయ బావులు, తాగునీటి బావుల్లో నీరు లేకుండా పోయిందని ఆవేదన వ్యక్తం చేశారు. దీంతో తాగు, సాగునీరు లేక తాము ఇబ్బందులు ఎదుర్కోవలసి వస్తుందని గ్రామస్థులు ఆగ్రహం వ్యక్తంచేశారు. రహదారిపై బైఠాయించి సుమారు 2 గంటల పాటు నిరసన తెలపడంతో రహదారికి ఇరువైపులా భారీగా వాహనాలు నిలిచిపోయాయి. ఈ సందర్భంగా ప్రయాణికులు ఇబ్బందులు పడ్డారు. ఏఎస్సై చంద్రమౌళి ఘటనా స్థలానికి చేరుకొని గ్రామస్థులకు నచ్చ చెప్పడంతో ఆందోళన విరమించారు. xyxy=(1147,2096,1457,2322)
subheading: జిల్లా కేంద్ర ఆసుపత్రిలో దయనీయం xyxy=(820,1167,990,1183)
article-text: ఆత్మహత్యలు చేసుకుంటున్న రైతులకు భరోసా కల్పించే చర్యలు తీసుకోవాలని శాసనసభలో ప్రతిపక్షాలు ప్రభుత్వాన్ని ప్రశ్నిస్తే సమావేశాల నుంచి శాసన సభ్యులను సస్పెండ్ చేసి నియంతృత్వ పాలనను సాగిస్తుందని మండల తెదేపా అధ్యక్షుడు భీం రెడ్డి ఆరోపించారు. ప్రతిపక్షాలను సస్పెండ్ చేయడాన్ని నిరసిస్తూ మండల కేంద్రంలోని వివేకానంద చౌరస్తాలో రాస్తారోకో నిర్వహించారు. ప్రభుత్వం వెంటనే తమ నిర్ణయాన్ని మార్చుకుని సస్పెన్షన్లను ఎత్తివేసి రైతులకు ఏక కాలంలో రుణాలను మాఫీ చేస్తున్నట్లు ప్రకటించాలని డిమాండ్ చేశారు. అనంతరం ఉప తహసీల్దారు నారాయణ రావుకు వినతి పత్రం అందజేశారు. ఈ కార్యక్రమంలో తెదేపా నాయకులు రవి, నారాయణ, శ్రీనివాస్ రెడ్డి, గంగిరెడ్డి, పాల్గొన్నారు. xyxy=(5,729,477,857)
article-body xyxy=(1147,863,1457,1025)
article-body xyxy=(5,144,476,274)
dateline: చౌటుప్పల్, (జనంసాక్షి): xyxy=(5,1859,125,1874)
article-text: జోగిపేట - సంగారెడ్డి జాతీయ రహదారి పక్కన మార్కెట్ కమిటీ ముందు ఉన్న వడ్డెరుల గుడిసెల తొలగింపు ఉద్రిక్తతకు దారి తీసింది. సోమవారం ఉదయం పోలీసు, రెవెన్యూ, మార్కెటింగ్ శాఖ అధికారుల ఆధ్వర్యంలో గుడిసెల తొలగింపు జరిగింది. దీంతో నిరాశ్రయులైన 30 కుటుంబాలు అధికారుల తీరుపై ఆగ్రహం వ్యక్తం చేశాయి.తమకు ప్రత్యామ్నాయ స్థలం xyxy=(494,1999,808,2094)
dateline: కొత్తగూడెం (జనంసాక్షి): xyxy=(503,224,621,239)
logo-text: జనంసాక్షి xyxy=(732,67,808,92)
article-headline: ప్రభుత్వం నిరంకుశ వైఖరి మార్చుకోవాలి xyxy=(6,690,475,728)
article-headline: రైలు కింద పడి యువకుడి మృతి xyxy=(1187,2325,1416,2405)
article-text: వెన్నుదన్నుగా.. కొందరు ఉద్యోగులు ఈ తవ్వకాలను వెన్నుదన్నుగా నిలుస్తున్నారన్న ఆరోపణలున్నాయి. ప్రారంభంలో రాత్రి వేళల్లో సాగిన ఈ దందా అనతి కాలంలోనే రాత్రీపగలు తేడా లేకుండా xyxy=(826,675,1134,739)
article-body xyxy=(5,899,476,1029)
article xyxy=(1147,1711,1457,2013)
article-body xyxy=(1147,2097,1457,2323)
article-headline: ఉరి వేసుకొని రైతు ఆత్మహత్య xyxy=(62,1617,419,1655)
article-headline: విద్యార్థులకు చేయూత xyxy=(106,1031,375,1069)
article xyxy=(5,1619,476,1818)
article xyxy=(5,1428,476,1616)
left-column xyxy=(5,103,476,2369)
article-text: అదనపు బడ్జెట్ కోరాం :మందుల బడ్జెట్ ముందే అయిపోవడంతో అదనంగా బడ్జెట్ కావాలని ఉన్నతాధికారులను కోరినట్లు ప్రభుత్వ వైద్యశాలల జిల్లా సమన్వయాధికారిణి(డీసీహెచ్ఎస్) డాక్టర్ పద్మజ వివరించారు. జిల్లా కేంద్ర ఆసుపత్రిలో మందుల బడ్జెట్ అయిపోవడంతో విషయాన్ని ఉన్నతాధికారులకు తెలియజేశామని చెప్పారు. xyxy=(820,1263,1134,1360)
lead-col-2 xyxy=(826,530,1134,766)
dateline: కమలాపూర్, (జనంసాక్షి): xyxy=(1147,2096,1276,2112)
column-divider xyxy=(1140,779,1142,2369)
article-text: మొత్తం స్థలం దాదాపు 3వందల ఎకరాల విస్తీర్ణంలో ఉంటే దాదాపు నాలుగో భాగం గుంతలమయమైంది. రోజుకు పది నుంచి పదిహేను ట్రాక్టర్లు రాత్రీపగలు తేడా లేకుండా ఈ క్రతువులో నిమగ్నం కాగా, కూలీలు వంతుల వారీగా పనులు చేస్తున్నారు. ట్రాక్టర్ ఎర్రమట్టి విలువ విపణిలో రూ.వెయ్యి, రాయి విలువ సుమారు రూ.2-3 వేల వరకు ఉంది. తవ్వకాలు, రవాణాతో రోజుకు రూ.లక్ష నుంచి లక్షన్నర వరకు సొమ్ము చేసుకుంటున్నారు. ఈ లెక్కన చూస్తే నెలకు సుమారు రూ.40లక్షలు.. ఆరు మాసాల్లో సంపాదన రూ.కోటి దాటుతోంది. xyxy=(826,530,1134,674)
article-headline: అప్పుల బాధతో రైతు ఆత్మహత్య xyxy=(46,275,435,313)
article-text: పాఠశాలకు వెళ్తున్న చిన్నారులపై కుక్కలు దాడి చేశాయి. ఈ దాడిలో ఐదుగురు చిన్నారులకు తీవ్రగాయాలయ్యాయి. ఈ సంఘటన నల్లగొండ జిల్లా సూర్యాపేట పట్టణంలో సోమవారం జరిగింది. స్థానిక అన్నదురై నగర్, జేజే నగర్‌కు చెందిన చిన్నారులు పాఠశాలకు వెళ్తున్న సమయంలో.. కుక్కలు దాడి చేశాయి. దీంతో విద్యార్థులకు తీవ్రగాయాలయ్యాయి. గాయపడిన విద్యార్థులను స్థానిక ఆస్పత్రికి తరలించారు. xyxy=(820,2233,1134,2361)
article-text: ప్రాణహిత-చేవెళ్ల ప్రాజెక్టుకు సంబంధించి డిజైన్ మార్పు చేయడం ద్వారా రైతులకు మరింత ప్రయోజనం ఉంటుందని ప్రభుత్వ విప్ నల్లాల ఓదెలు పేర్కొన్నారు. ఆదివారం మందమర్రిలో ఏర్పాటు చేసిన విలేకరుల సమావేశంలో ఆయన మాట్లాడుతూ జిల్లాలోని తుమ్మిడిహెట్టి వద్ద, కరీంనగర్ జిల్లా కాళేశ్వరం వద్ద రెండు ప్రాజెక్టులు నిర్మించేందుకు ప్రభుత్వం ఒక నిర్ణయానికి వచ్చిందన్నారు. గత ప్రభుత్వాలు కేంద్ర ప్రభుత్వం అనుమతి తీసుకోకుండానే తుమ్మిడిహెట్టి వద్ద ప్రాజెక్టు నిర్మిస్తూ ఇప్పటి వరకు రూ. 15 వేల కోట్లు ఖర్చు చేశాయని విమర్శించారు. తుమ్మిడిహెట్టి వద్ద ప్రాజెక్టు నిర్మించడం ద్వారా ఒక్క మన జిల్లాలో 1.56 లక్షల ఎకరాలకు సాగునీరు అందుతుందన్నారు. కాళేశ్వరం వద్ద నిర్మించే ప్రాజెక్టు ద్వారా అదనంగా వేల ఎకరాలకు సాగునీరు అందుతుందన్నారు. రైతులను ఆదుకునేందుకే ముఖ్యమంత్రి కేసీఆర్ ఇలాంటి నిర్ణయం తీసుకున్నారని వివరించారు. రైతుల సంక్షేమమే ధ్యేయంగా ముందుకు సాగుతున్న ప్రభుత్వంపై ప్రతిపక్షాల నాయకులు విమర్శలు చేయడం సరికాదని హితవు పలికారు. కార్యక్రమంలో జె.రవీందర్, కొంగల తిరుపతిరెడ్డి తదితరులు పాల్గొన్నారు. xyxy=(1147,1415,1457,1706)
dateline: వెల్దుర్తి, (జనంసాక్షి): xyxy=(5,315,106,330)
